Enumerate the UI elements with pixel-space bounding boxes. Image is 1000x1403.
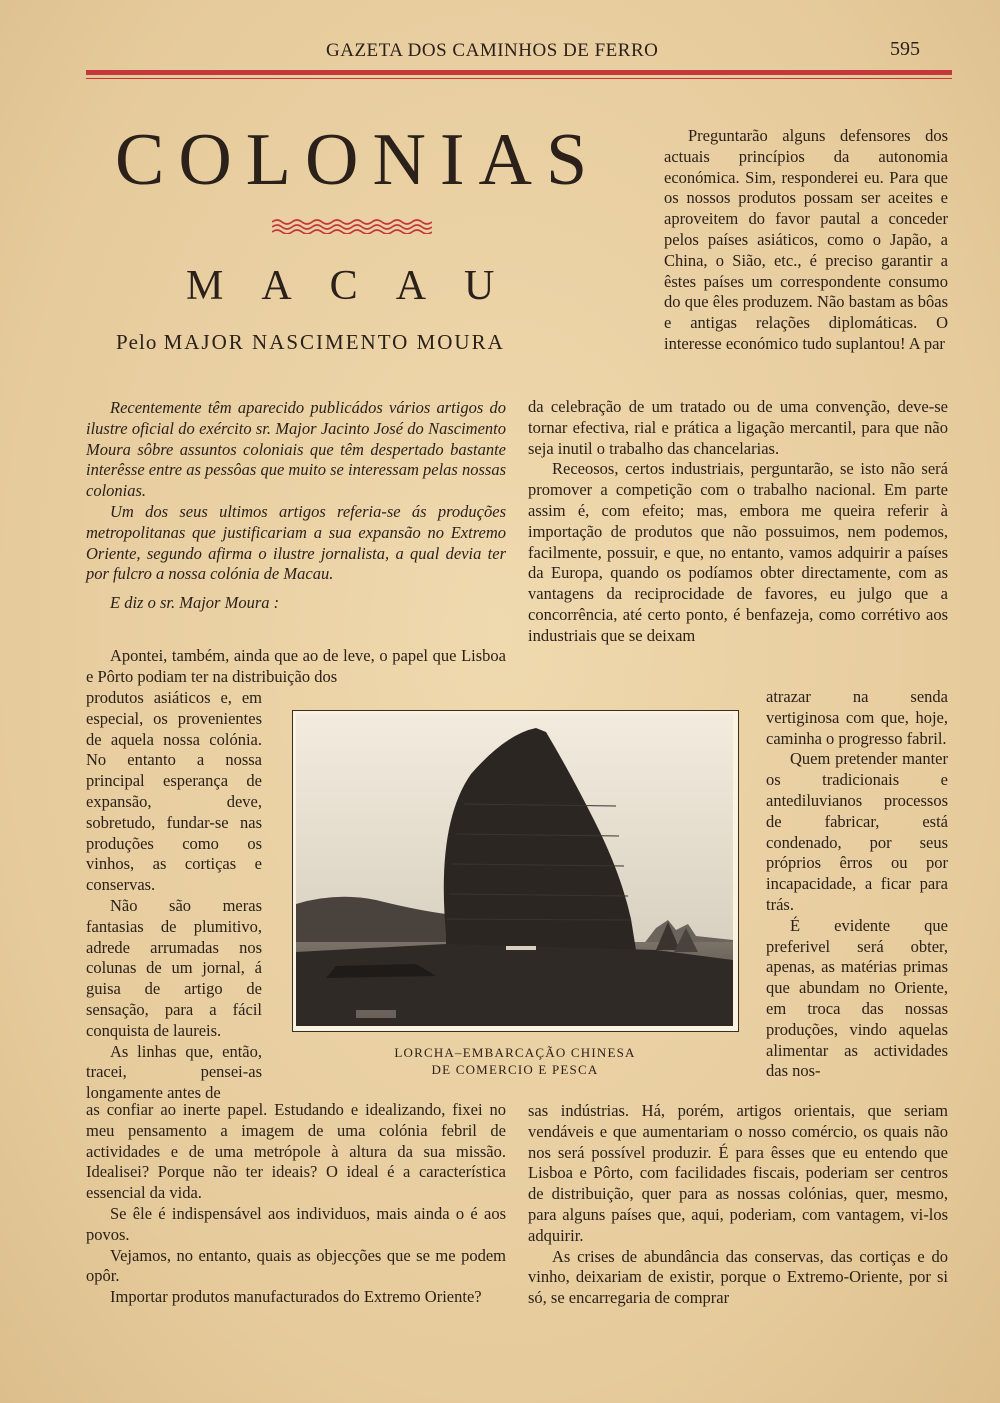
header-rule: [86, 70, 952, 75]
left-column-opening: [86, 646, 506, 688]
right-column-narrow: [766, 687, 948, 1082]
wavy-ornament: [272, 218, 432, 234]
body-paragraph: Importar produtos manufacturados do Extremo Oriente?: [110, 1287, 482, 1307]
body-paragraph: Preguntarão alguns defensores dos actuais princípios da autonomia económica. Sim, responderei eu. Para que os nossos produtos possam ser aceites e aproveitem do favor pautal a conceder pelos países asiáticos, como o Japão, a China, o Sião, etc., é preciso garantir a êstes países um correspondente consumo do que êles produzem. Não bastam as bôas e antigas relações diplomáticas. O interesse económico tudo suplantou! A par: [664, 126, 948, 353]
body-paragraph: As linhas que, então, tracei, pensei-as longamente antes de: [86, 1041, 262, 1103]
right-column-wide: [528, 397, 948, 647]
article-title: MACAU: [186, 263, 533, 309]
body-paragraph: sas indústrias. Há, porém, artigos orientais, que seriam vendáveis e que aumentariam o nosso comércio, os quais não nos será possível produzir. É para êsses que eu entendo que Lisboa e Pôrto, com facilidades fiscais, poderiam ser centros de distribuição, quer para as nossas colónias, quer, mesmo, para alguns países que, aqui, poderiam, com vantagem, vi-los adquirir.: [528, 1101, 948, 1245]
right-column-bottom: [528, 1101, 948, 1309]
body-paragraph: da celebração de um tratado ou de uma convenção, deve-se tornar efectiva, rial e prática a ligação mercantil, para que não seja inutil o trabalho das chancelarias.: [528, 397, 948, 458]
right-column-top: [664, 126, 948, 355]
byline: [116, 330, 505, 355]
body-paragraph: atrazar na senda vertiginosa com que, hoje, caminha o progresso fabril.: [766, 687, 948, 748]
body-paragraph: as confiar ao inerte papel. Estudando e idealizando, fixei no meu pensamento a imagem de uma colónia febril de actividades e de uma metrópole à altura da sua missão. Idealisei? Porque não ter ideais? O ideal é a característica essencial da vida.: [86, 1100, 506, 1203]
left-column-bottom: [86, 1100, 506, 1308]
intro-paragraph: Um dos seus ultimos artigos referia-se ás produções metropolitanas que justificariam a sua expansão no Extremo Oriente, segundo afirma o ilustre jornalista, a qual devia ter por fulcro a nossa colónia de Macau.: [86, 501, 506, 584]
body-paragraph: Quem pretender manter os tradicionais e antediluvianos processos de fabricar, está condenado, por seus próprios êrros ou por incapacidade, a ficar para trás.: [766, 749, 948, 914]
body-paragraph: Se êle é indispensável aos individuos, mais ainda o é aos povos.: [86, 1203, 506, 1244]
intro-paragraph: E diz o sr. Major Moura :: [110, 593, 280, 613]
intro-paragraph: Recentemente têm aparecido publicádos vários artigos do ilustre oficial do exército sr. Major Jacinto José do Nascimento Moura sôbre assuntos coloniais que têm despertado bastante interêsse entre as pessôas que muito se interessam pelas nossas colonias.: [86, 398, 506, 501]
body-paragraph: Apontei, também, ainda que ao de leve, o papel que Lisboa e Pôrto podiam ter na distribuição dos: [86, 646, 506, 686]
page-number: 595: [890, 38, 920, 60]
lorcha-photo: [292, 710, 739, 1032]
caption-line: LORCHA–EMBARCAÇÃO CHINESA: [394, 1045, 636, 1060]
body-paragraph: Vejamos, no entanto, quais as objecções que se me podem opôr.: [86, 1245, 506, 1286]
body-paragraph: As crises de abundância das conservas, das cortiças e do vinho, deixariam de existir, porque o Extremo-Oriente, por si só, se encarregaria de comprar: [528, 1246, 948, 1308]
journal-title: GAZETA DOS CAMINHOS DE FERRO: [326, 40, 659, 61]
left-column-narrow: [86, 688, 262, 1104]
body-paragraph: Não são meras fantasias de plumitivo, adrede arrumadas nos colunas de um jornal, á guisa de artigo de sensação, para a fácil conquista de laureis.: [86, 895, 262, 1040]
caption-line: DE COMERCIO E PESCA: [431, 1062, 599, 1077]
body-paragraph: produtos asiáticos e, em especial, os provenientes de aquela nossa colónia. No entanto a nossa principal esperança de expansão, deve, sobretudo, fundar-se nas produções como os vinhos, as cortiças e conservas.: [86, 688, 262, 895]
section-title: COLONIAS: [115, 119, 602, 201]
header-rule-thin: [86, 78, 952, 79]
body-paragraph: Receosos, certos industriais, perguntarão, se isto não será promover a competição com o trabalho nacional. Em parte assim é, com efeito; mas, embora me queira referir à importação de produtos que não possuimos, nem podemos, facilmente, possuir, e que, no entanto, vamos adquirir a países da Europa, quando os podíamos obter directamente, com as vantagens da reciprocidade de favores, eu julgo que a concorrência, até certo ponto, é benfazeja, como corrétivo aos industriais que se deixam: [528, 459, 948, 645]
byline-prefix: Pelo: [116, 330, 158, 354]
body-paragraph: É evidente que preferivel será obter, apenas, as matérias primas que abundam no Oriente, em troca das nossas produções, vindo aquelas alimentar as actividades das nos-: [766, 915, 948, 1081]
running-header: [86, 36, 950, 66]
intro-text: [86, 398, 506, 614]
byline-author: MAJOR NASCIMENTO MOURA: [163, 330, 505, 354]
junk-boat-illustration: [296, 714, 733, 1026]
photo-caption: [380, 1044, 650, 1078]
